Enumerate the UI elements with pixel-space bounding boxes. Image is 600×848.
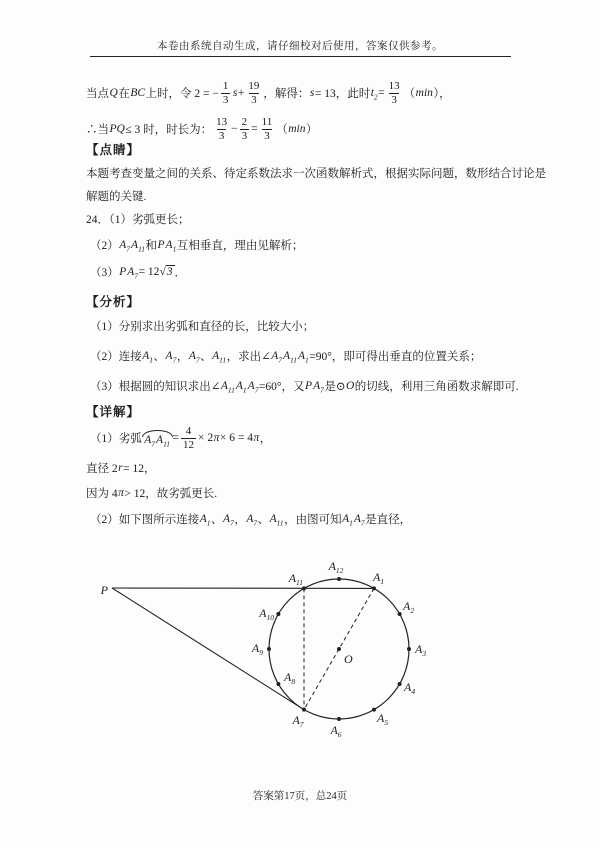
point-dot-A3: [407, 647, 411, 651]
math-var: P: [305, 380, 313, 392]
math-fraction: $\frac{2}{3}$: [241, 116, 248, 142]
page-number-footer: 答案第17页，总24页: [252, 791, 348, 802]
math-var: π: [253, 432, 260, 444]
math-var: r: [118, 462, 123, 474]
point-dot-A1: [372, 586, 376, 590]
solution-line-q-on-bc: 当点 Q 在 BC 上时，令 2 = − $\frac{1}{3}$ s + $\frac{19}{3}$ ，解得： s = 13，此时 $t_2$ = $\frac{13}{3}$ （ min ），: [86, 80, 451, 106]
math-subscripted-var: $A_{11}$: [156, 433, 171, 448]
center-label-O: O: [344, 652, 353, 666]
point-dot-A4: [398, 682, 402, 686]
math-subscripted-var: $A_7$: [247, 380, 259, 395]
math-var: O: [345, 380, 355, 392]
math-fraction: $\frac{13}{3}$: [388, 80, 400, 106]
point-label-A1: $A_1$: [373, 570, 385, 586]
point-dot-A11: [302, 586, 306, 590]
point-label-A4: $A_4$: [404, 680, 416, 696]
math-var: BC: [130, 87, 146, 99]
point-label-A10: $A_{10}$: [259, 606, 274, 622]
math-subscripted-var: $A_7$: [223, 513, 234, 528]
math-subscripted-var: $A_1$: [342, 513, 353, 528]
dianjing-text-1: 本题考查变量之间的关系、待定系数法求一次函数解析式，根据实际问题，数形结合讨论是: [86, 168, 546, 180]
math-subscripted-var: $A_1$: [297, 350, 309, 365]
point-dot-A5: [372, 708, 376, 712]
math-subscripted-var: $A_1$: [199, 513, 211, 528]
point-dot-A12: [337, 577, 341, 581]
math-subscripted-var: $A_{11}$: [220, 380, 235, 395]
math-var: min: [288, 123, 306, 135]
point-label-A9: $A_9$: [251, 641, 263, 657]
point-label-A5: $A_5$: [377, 711, 389, 727]
fenxi-step2: （2）连接 $A_1$ 、 $A_7$ ， $A_7$ 、 $A_{11}$ ，求出∠ $A_7$ $A_{11}$ $A_1$ =90°，即可得出垂直的位置关系；: [90, 350, 482, 365]
fenxi-step1: （1）分别求出劣弧和直径的长，比较大小；: [90, 321, 315, 333]
math-subscripted-var: $A_7$: [353, 513, 365, 528]
math-var: min: [415, 87, 433, 99]
xiangjie-arc-calc: （1）劣弧 $A_7A_{11}$ = $\frac{4}{12}$ × 2 π × 6 = 4 π ，: [90, 425, 272, 451]
point-label-A2: $A_2$: [403, 599, 415, 615]
point-dot-A9: [267, 647, 271, 651]
math-var: PQ: [109, 123, 125, 135]
math-subscripted-var: $A_{11}$: [269, 513, 284, 528]
math-var: s: [232, 87, 238, 99]
fenxi-step3: （3）根据圆的知识求出∠ $A_{11}$ $A_1$ $A_7$ =60°，又 P $A_7$ 是⊙ O 的切线，利用三角函数求解即可.: [90, 380, 519, 395]
point-dot-A8: [276, 682, 280, 686]
math-var: π: [213, 432, 220, 444]
point-label-A3: $A_3$: [415, 642, 427, 658]
math-fraction: $\frac{13}{3}$: [216, 116, 228, 142]
point-dot-A7: [302, 708, 306, 712]
xiangjie-diameter: 直径 2 r = 12，: [86, 462, 156, 475]
math-fraction: $\frac{11}{3}$: [261, 116, 273, 142]
xiangjie-compare: 因为 4 π > 12，故劣弧更长.: [86, 487, 218, 500]
math-subscripted-var: $A_7$: [271, 350, 282, 365]
math-var: Q: [109, 87, 118, 99]
external-point-label-P: P: [100, 583, 108, 597]
math-subscripted-var: $A_7$: [127, 266, 139, 281]
math-subscripted-var: $A_1$: [235, 380, 247, 395]
answer-24-part2: （2） $A_7$ $A_{11}$ 和 P $A_1$ 互相垂直，理由见解析；: [90, 239, 304, 254]
math-subscripted-var: $A_{11}$: [131, 239, 146, 254]
math-subscripted-var: $A_7$: [313, 380, 324, 395]
math-subscripted-var: $A_7$: [144, 433, 156, 448]
math-fraction: $\frac{1}{3}$: [222, 80, 229, 106]
math-fraction: $\frac{19}{3}$: [248, 80, 260, 106]
math-subscripted-var: $A_7$: [246, 513, 258, 528]
point-label-A12: $A_{12}$: [328, 559, 344, 575]
math-subscripted-var: $A_7$: [119, 239, 131, 254]
header-notice: 本卷由系统自动生成，请仔细校对后使用，答案仅供参考。: [157, 41, 443, 52]
dianjing-text-2: 解题的关键.: [86, 191, 147, 203]
tangent-line-P-A7: [112, 588, 305, 710]
solution-line-duration: ∴当 PQ ≤ 3 时，时长为： $\frac{13}{3}$ − $\frac{2}{3}$ = $\frac{11}{3}$ （ min ）: [86, 116, 318, 142]
point-dot-A2: [398, 612, 402, 616]
point-label-A7: $A_7$: [292, 713, 304, 729]
section-xiangjie: 【详解】: [86, 405, 141, 419]
section-dianjing: 【点睛】: [86, 143, 141, 157]
math-subscripted-var: $A_{11}$: [212, 350, 227, 365]
point-dot-A10: [276, 612, 280, 616]
section-fenxi: 【分析】: [86, 295, 141, 309]
math-subscripted-var: $A_1$: [165, 239, 177, 254]
math-subscripted-var: $A_{11}$: [283, 350, 297, 365]
math-subscripted-var: $t_2$: [370, 87, 378, 102]
xiangjie-part2-intro: （2）如下图所示连接 $A_1$ 、 $A_7$ ， $A_7$ 、 $A_{11}$ ，由图可知 $A_1$ $A_7$ 是直径，: [90, 513, 412, 528]
math-var: P: [119, 266, 127, 278]
answer-24-part3: （3） P $A_7$ = 12 √3 ．: [90, 266, 186, 281]
math-subscripted-var: $A_7$: [165, 350, 177, 365]
center-dot-O: [337, 647, 341, 651]
math-subscripted-var: $A_1$: [142, 350, 154, 365]
math-fraction: $\frac{4}{12}$: [183, 425, 195, 451]
point-label-A6: $A_6$: [330, 723, 342, 739]
answer-24-part1: 24．（1）劣弧更长；: [86, 214, 190, 226]
math-var: s: [309, 87, 315, 99]
math-var: π: [118, 487, 124, 499]
point-label-A11: $A_{11}$: [288, 571, 303, 587]
math-var: P: [157, 239, 165, 251]
math-sqrt: √3: [159, 266, 173, 278]
point-label-A8: $A_8$: [284, 670, 296, 686]
math-subscripted-var: $A_7$: [188, 350, 200, 365]
point-dot-A6: [337, 717, 341, 721]
